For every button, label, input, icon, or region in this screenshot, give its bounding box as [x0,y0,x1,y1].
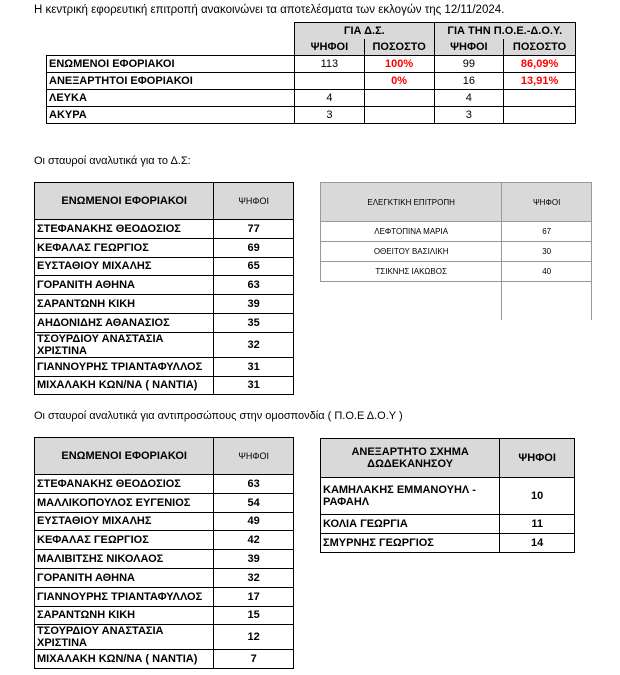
ds-candidates-table [34,182,294,395]
candidate-votes: 31 [214,376,294,395]
candidate-name: ΤΣΟΥΡΔΙΟΥ ΑΝΑΣΤΑΣΙΑ ΧΡΙΣΤΙΝΑ [35,332,214,357]
summary-poe-pct [504,107,576,124]
summary-row-label: ΕΝΩΜΕΝΟΙ ΕΦΟΡΙΑΚΟΙ [47,56,295,73]
candidate-votes: 69 [214,238,294,257]
table-row [35,332,294,357]
audit-header-name: ΕΛΕΓΚΤΙΚΗ ΕΠΙΤΡΟΠΗ [321,183,502,222]
table-row [35,650,294,669]
summary-row [47,90,576,107]
summary-ds-votes: 3 [295,107,365,124]
candidate-votes: 10 [500,478,575,515]
audit-committee-table [320,182,592,320]
summary-subheader: ΨΗΦΟΙ [434,39,504,56]
candidate-name: ΜΙΧΑΛΑΚΗ ΚΩΝ/ΝΑ ( ΝΑΝΤΙΑ) [35,376,214,395]
candidate-name: ΓΟΡΑΝΙΤΗ ΑΘΗΝΑ [35,568,214,587]
table-row [321,515,575,534]
summary-ds-votes [295,73,365,90]
candidate-votes: 31 [214,357,294,376]
table-row [35,220,294,239]
candidate-name-line: ΡΑΦΑΗΛ [323,496,370,508]
intro-text: Η κεντρική εφορευτική επιτροπή ανακοινώνει τα αποτελέσματα των εκλογών της 12/11/2024. [34,4,505,16]
poe-header-votes: ΨΗΦΟΙ [214,438,294,475]
table-row [35,295,294,314]
ds-caption: Οι σταυροί αναλυτικά για το Δ.Σ: [34,155,191,167]
candidate-votes: 15 [214,606,294,625]
table-row [35,376,294,395]
candidate-name: ΣΜΥΡΝΗΣ ΓΕΩΡΓΙΟΣ [321,534,500,553]
candidate-name: ΕΥΣΤΑΘΙΟΥ ΜΙΧΑΛΗΣ [35,512,214,531]
indep-header-line: ΔΩΔΕΚΑΝΗΣΟΥ [367,458,454,470]
table-row [321,534,575,553]
candidate-name: ΤΣΟΥΡΔΙΟΥ ΑΝΑΣΤΑΣΙΑ ΧΡΙΣΤΙΝΑ [35,625,214,650]
candidate-votes: 42 [214,531,294,550]
poe-caption: Οι σταυροί αναλυτικά για αντιπροσώπους στην ομοσπονδία ( Π.Ο.Ε Δ.Ο.Υ ) [34,410,403,422]
summary-ds-pct [364,90,434,107]
candidate-votes: 39 [214,295,294,314]
candidate-votes: 63 [214,276,294,295]
summary-subheader: ΨΗΦΟΙ [295,39,365,56]
candidate-votes: 63 [214,475,294,494]
summary-poe-votes: 16 [434,73,504,90]
candidate-name [321,478,500,515]
summary-poe-votes: 3 [434,107,504,124]
candidate-votes: 32 [214,568,294,587]
table-row [35,568,294,587]
summary-ds-pct: 100% [364,56,434,73]
table-row [35,257,294,276]
summary-poe-pct [504,90,576,107]
candidate-name-line: ΚΑΜΗΛΑΚΗΣ ΕΜΜΑΝΟΥΗΛ - [323,484,476,496]
candidate-votes: 54 [214,493,294,512]
table-row [321,282,592,321]
indep-header-votes: ΨΗΦΟΙ [500,439,575,478]
summary-subheader: ΠΟΣΟΣΤΟ [504,39,576,56]
indep-header-name [321,439,500,478]
candidate-name: ΜΙΧΑΛΑΚΗ ΚΩΝ/ΝΑ ( ΝΑΝΤΙΑ) [35,650,214,669]
summary-poe-votes: 99 [434,56,504,73]
summary-poe-votes: 4 [434,90,504,107]
summary-row [47,56,576,73]
table-row [321,478,575,515]
ds-header-name: ΕΝΩΜΕΝΟΙ ΕΦΟΡΙΑΚΟΙ [35,183,214,220]
candidate-votes: 49 [214,512,294,531]
candidate-name: ΓΟΡΑΝΙΤΗ ΑΘΗΝΑ [35,276,214,295]
candidate-votes: 35 [214,313,294,332]
audit-votes: 40 [502,262,592,282]
summary-row-label: ΑΚΥΡΑ [47,107,295,124]
summary-row-label: ΛΕΥΚΑ [47,90,295,107]
indep-header-line: ΑΝΕΞΑΡΤΗΤΟ ΣΧΗΜΑ [351,446,469,458]
summary-table [46,22,576,124]
candidate-votes: 65 [214,257,294,276]
candidate-votes: 11 [500,515,575,534]
table-row [35,550,294,569]
table-row [35,238,294,257]
candidate-name: ΚΟΛΙΑ ΓΕΩΡΓΙΑ [321,515,500,534]
candidate-name: ΜΑΛΙΒΙΤΣΗΣ ΝΙΚΟΛΑΟΣ [35,550,214,569]
summary-poe-pct: 86,09% [504,56,576,73]
table-row [321,222,592,242]
table-row [321,262,592,282]
summary-ds-pct: 0% [364,73,434,90]
audit-header-votes: ΨΗΦΟΙ [502,183,592,222]
candidate-name: ΓΙΑΝΝΟΥΡΗΣ ΤΡΙΑΝΤΑΦΥΛΛΟΣ [35,587,214,606]
audit-votes: 67 [502,222,592,242]
summary-header-poe: ΓΙΑ ΤΗΝ Π.Ο.Ε.-Δ.Ο.Υ. [434,23,575,40]
candidate-name: ΜΑΛΛΙΚΟΠΟΥΛΟΣ ΕΥΓΕΝΙΟΣ [35,493,214,512]
candidate-votes: 39 [214,550,294,569]
candidate-name: ΚΕΦΑΛΑΣ ΓΕΩΡΓΙΟΣ [35,531,214,550]
candidate-name: ΚΕΦΑΛΑΣ ΓΕΩΡΓΙΟΣ [35,238,214,257]
candidate-votes: 17 [214,587,294,606]
table-row [321,242,592,262]
independent-candidates-table [320,438,575,553]
candidate-votes: 32 [214,332,294,357]
poe-candidates-table [34,437,294,669]
summary-ds-votes: 113 [295,56,365,73]
candidate-votes: 7 [214,650,294,669]
candidate-votes: 12 [214,625,294,650]
summary-ds-votes: 4 [295,90,365,107]
audit-votes: 30 [502,242,592,262]
table-row [35,625,294,650]
audit-name: ΛΕΦΤΟΠΙΝΑ ΜΑΡΙΑ [321,222,502,242]
candidate-name: ΣΑΡΑΝΤΩΝΗ ΚΙΚΗ [35,606,214,625]
table-row [35,276,294,295]
audit-name: ΟΘΕΙΤΟΥ ΒΑΣΙΛΙΚΗ [321,242,502,262]
candidate-name: ΑΗΔΟΝΙΔΗΣ ΑΘΑΝΑΣΙΟΣ [35,313,214,332]
candidate-name: ΣΤΕΦΑΝΑΚΗΣ ΘΕΟΔΟΣΙΟΣ [35,475,214,494]
audit-name: ΤΣΙΚΝΗΣ ΙΑΚΩΒΟΣ [321,262,502,282]
summary-row [47,73,576,90]
summary-row [47,107,576,124]
summary-subheader: ΠΟΣΟΣΤΟ [364,39,434,56]
candidate-name: ΓΙΑΝΝΟΥΡΗΣ ΤΡΙΑΝΤΑΦΥΛΛΟΣ [35,357,214,376]
table-row [35,493,294,512]
candidate-name: ΣΑΡΑΝΤΩΝΗ ΚΙΚΗ [35,295,214,314]
ds-header-votes: ΨΗΦΟΙ [214,183,294,220]
table-row [35,357,294,376]
candidate-votes: 77 [214,220,294,239]
summary-row-label: ΑΝΕΞΑΡΤΗΤΟΙ ΕΦΟΡΙΑΚΟΙ [47,73,295,90]
table-row [35,313,294,332]
candidate-name: ΣΤΕΦΑΝΑΚΗΣ ΘΕΟΔΟΣΙΟΣ [35,220,214,239]
summary-poe-pct: 13,91% [504,73,576,90]
table-row [35,531,294,550]
table-row [35,475,294,494]
candidate-votes: 14 [500,534,575,553]
summary-ds-pct [364,107,434,124]
table-row [35,587,294,606]
summary-header-ds: ΓΙΑ Δ.Σ. [295,23,434,40]
table-row [35,606,294,625]
poe-header-name: ΕΝΩΜΕΝΟΙ ΕΦΟΡΙΑΚΟΙ [35,438,214,475]
candidate-name: ΕΥΣΤΑΘΙΟΥ ΜΙΧΑΛΗΣ [35,257,214,276]
table-row [35,512,294,531]
